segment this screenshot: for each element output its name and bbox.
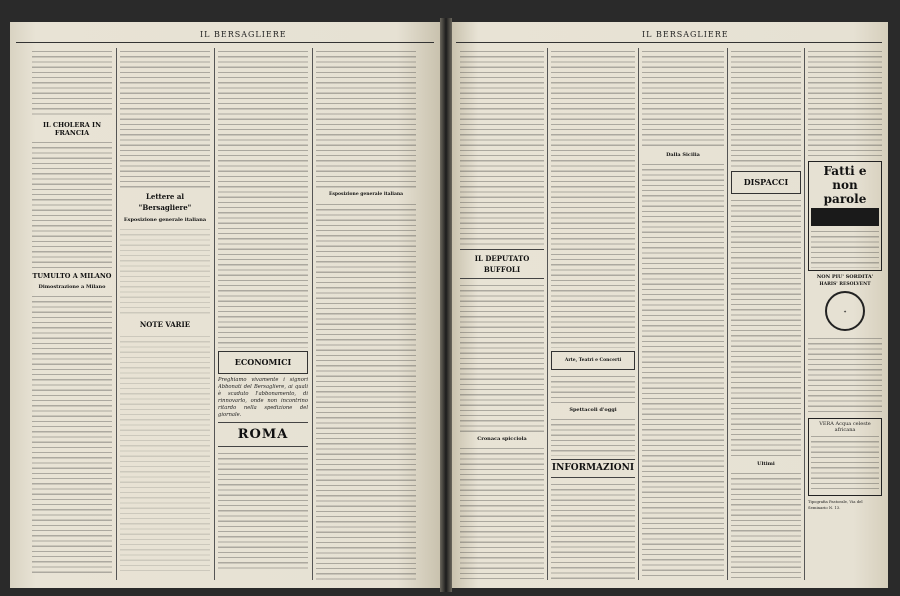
letters-heading: Lettere al "Bersagliere" [138, 192, 192, 212]
right-column-4 [731, 48, 801, 580]
arts-heading: Arte, Teatri e Concerti [564, 358, 622, 363]
running-head-right: IL BERSAGLIERE [642, 30, 729, 39]
left-column-1 [32, 48, 112, 580]
left-column-3 [218, 48, 308, 580]
ad-acqua [808, 418, 882, 496]
ad-title: Fatti e non parole [823, 164, 867, 206]
right-column-5-ads [808, 48, 882, 580]
information-heading: INFORMAZIONI [551, 463, 635, 473]
exposition-heading-2: Esposizione generale italiana [328, 192, 404, 197]
header-rule-right [456, 42, 882, 43]
deputy-heading: IL DEPUTATO BUFFOLI [474, 254, 530, 274]
ad-sub2: HARIS' RESOLVENT [819, 282, 871, 287]
right-column-1 [460, 48, 544, 580]
left-column-4 [316, 48, 416, 580]
right-column-3 [642, 48, 724, 580]
dispatches-heading: DISPACCI [743, 177, 789, 187]
chronicle-heading: Cronaca spicciola [477, 436, 527, 442]
cholera-heading: IL CHOLERA IN FRANCIA [42, 121, 102, 137]
printer-footer: Tipografia Pastorale, Via del Seminario N. 13. [808, 499, 863, 510]
notes-heading: NOTE VARIE [139, 320, 191, 329]
demonstration-heading: Dimostrazione a Milano [38, 284, 106, 290]
roma-heading: ROMA [237, 427, 289, 442]
right-page [452, 22, 888, 588]
tumult-heading: TUMULTO A MILANO [32, 272, 112, 280]
latest-heading: Ultimi [757, 461, 775, 467]
sicily-heading: Dalla Sicilia [666, 152, 700, 158]
header-rule [16, 42, 434, 43]
subscription-notice: Preghiamo vivamente i signori Abbonati del Bersagliere, ai quali è scaduto l'abbonamento, di rinnovarlo, onde non incontrino ritardo nella spedizione del giornale. [218, 377, 308, 418]
ad-sub1: NON PIU' SORDITA' [816, 274, 874, 280]
left-column-2 [120, 48, 210, 580]
right-column-2 [551, 48, 635, 580]
seal-icon: ✦ [825, 291, 865, 331]
ad-fatti [808, 161, 882, 271]
ad-image-block [811, 208, 879, 226]
ad-sub3: VERA Acqua celeste africana [819, 421, 871, 433]
economici-heading: ECONOMICI [234, 357, 292, 367]
shows-heading: Spettacoli d'oggi [569, 407, 617, 413]
exposition-subheading: Esposizione generale italiana [123, 217, 207, 223]
running-head-left: IL BERSAGLIERE [200, 30, 287, 39]
left-page [10, 22, 440, 588]
gutter [440, 18, 452, 592]
